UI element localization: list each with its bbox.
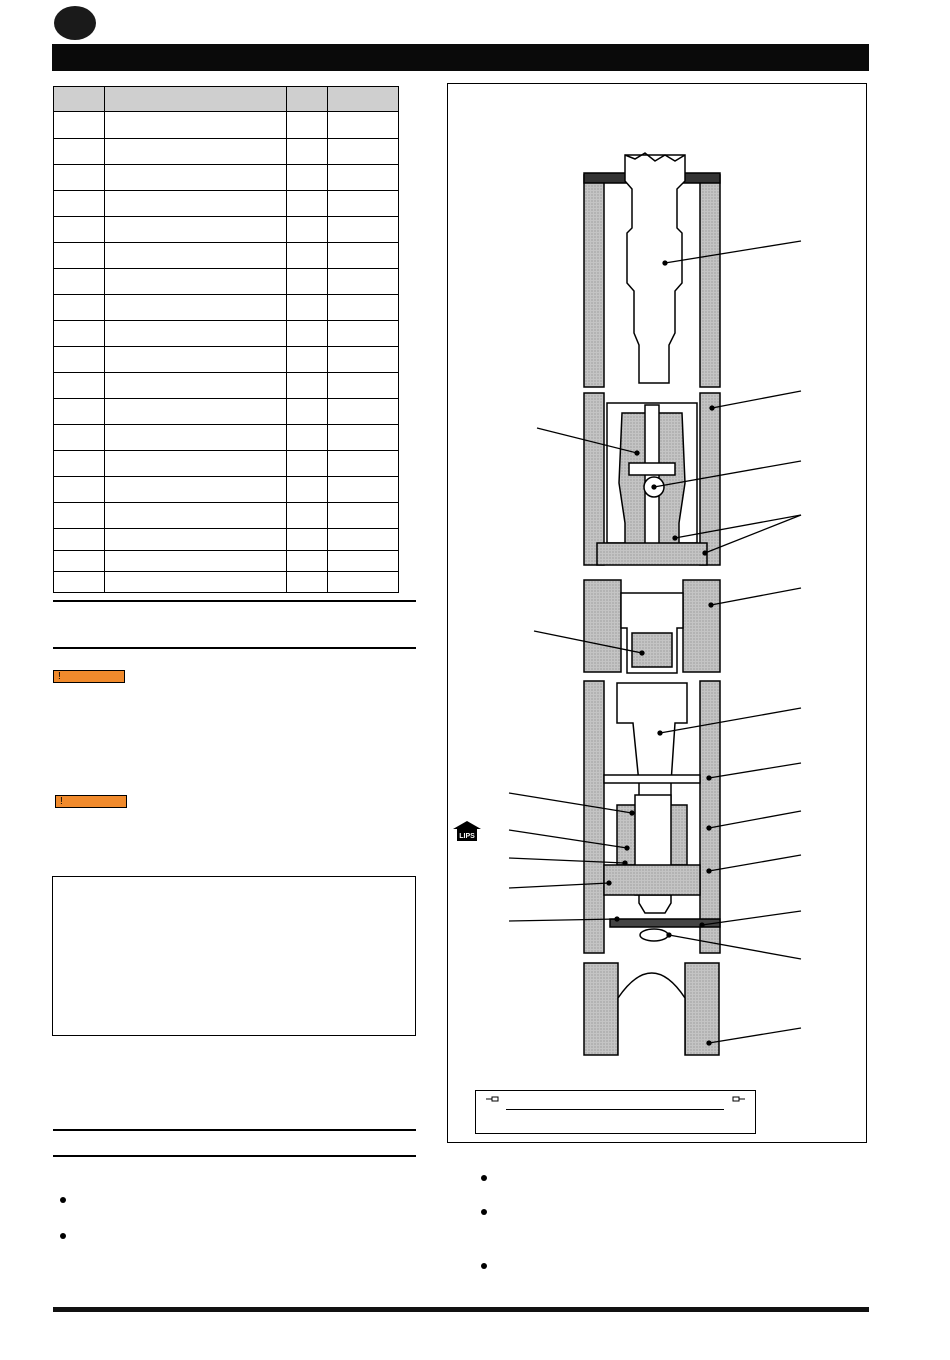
- leader-line: [509, 793, 632, 813]
- table-cell: [54, 451, 105, 477]
- pump-cross-section-diagram: [447, 83, 867, 1143]
- leader-line: [709, 811, 801, 828]
- table-cell: [105, 572, 287, 593]
- table-cell: [54, 191, 105, 217]
- leader-line: [665, 241, 801, 263]
- warning-icon: !: [58, 671, 61, 682]
- table-row: [54, 425, 399, 451]
- barrel-wall-left: [584, 393, 604, 565]
- table-cell: [105, 139, 287, 165]
- valve-teeth: [629, 463, 675, 475]
- table-cell: [328, 551, 399, 572]
- table-cell: [328, 477, 399, 503]
- table-cell: [328, 191, 399, 217]
- table-cell: [54, 503, 105, 529]
- table-cell: [287, 503, 328, 529]
- table-cell: [54, 399, 105, 425]
- cylinder-wall-left: [584, 175, 604, 387]
- table-row: [54, 295, 399, 321]
- table-cell: [105, 451, 287, 477]
- table-cell: [328, 347, 399, 373]
- table-cell: [287, 165, 328, 191]
- table-cell: [328, 399, 399, 425]
- coupling-wall-right: [683, 580, 720, 672]
- lips-icon-label: LIPS: [459, 833, 475, 840]
- table-cell: [328, 243, 399, 269]
- table-cell: [328, 425, 399, 451]
- base-opening: [618, 973, 685, 1055]
- table-cell: [287, 139, 328, 165]
- table-cell: [105, 551, 287, 572]
- table-cell: [54, 243, 105, 269]
- section-badge: [54, 6, 96, 40]
- table-row: [54, 165, 399, 191]
- table-cell: [287, 477, 328, 503]
- bullet-point: [60, 1233, 66, 1239]
- table-cell: [54, 572, 105, 593]
- parts-table: [53, 86, 399, 593]
- bullet-point: [481, 1175, 487, 1181]
- table-cell: [54, 373, 105, 399]
- table-cell: [105, 529, 287, 551]
- table-header-cell: [328, 87, 399, 112]
- table-cell: [287, 551, 328, 572]
- table-row: [54, 572, 399, 593]
- table-cell: [105, 321, 287, 347]
- table-cell: [287, 217, 328, 243]
- table-cell: [54, 477, 105, 503]
- table-header-cell: [54, 87, 105, 112]
- warning-label: [55, 795, 127, 808]
- table-cell: [54, 295, 105, 321]
- table-cell: [328, 572, 399, 593]
- seal-ring: [604, 775, 700, 783]
- table-cell: [328, 321, 399, 347]
- table-cell: [287, 112, 328, 139]
- table-cell: [328, 165, 399, 191]
- table-cell: [105, 503, 287, 529]
- leader-line: [712, 391, 801, 408]
- table-cell: [328, 139, 399, 165]
- lower-wall-left: [584, 681, 604, 953]
- table-cell: [328, 269, 399, 295]
- table-row: [54, 399, 399, 425]
- bullet-point: [481, 1263, 487, 1269]
- table-cell: [105, 295, 287, 321]
- leader-line: [509, 858, 625, 863]
- table-cell: [54, 425, 105, 451]
- table-cell: [287, 572, 328, 593]
- table-cell: [54, 269, 105, 295]
- foot-valve: [640, 929, 668, 941]
- leader-line: [709, 763, 801, 778]
- table-row: [54, 243, 399, 269]
- table-row: [54, 347, 399, 373]
- table-cell: [287, 191, 328, 217]
- table-cell: [105, 112, 287, 139]
- table-cell: [287, 529, 328, 551]
- lower-wall-right: [700, 681, 720, 953]
- table-cell: [54, 347, 105, 373]
- table-cell: [105, 269, 287, 295]
- table-row: [54, 477, 399, 503]
- section-rule: [53, 1155, 416, 1157]
- table-cell: [287, 399, 328, 425]
- coupling-ring: [597, 543, 707, 565]
- table-header-row: [54, 87, 399, 112]
- section-rule: [53, 600, 416, 602]
- table-row: [54, 217, 399, 243]
- warning-label: [53, 670, 125, 683]
- leader-line: [709, 855, 801, 871]
- leader-line: [669, 935, 801, 959]
- table-cell: [287, 451, 328, 477]
- table-cell: [54, 529, 105, 551]
- footer-bar: [53, 1307, 869, 1312]
- table-row: [54, 321, 399, 347]
- table-row: [54, 191, 399, 217]
- hand-pointer-icon: [484, 1093, 500, 1105]
- table-cell: [287, 347, 328, 373]
- table-cell: [328, 295, 399, 321]
- table-cell: [105, 243, 287, 269]
- table-cell: [105, 399, 287, 425]
- section-rule: [53, 1129, 416, 1131]
- table-cell: [54, 165, 105, 191]
- threaded-plug: [632, 633, 672, 667]
- base-wall-left: [584, 963, 618, 1055]
- table-cell: [54, 217, 105, 243]
- table-cell: [54, 139, 105, 165]
- hand-pointer-icon: [731, 1093, 747, 1105]
- section-rule: [53, 647, 416, 649]
- table-row: [54, 112, 399, 139]
- table-cell: [105, 347, 287, 373]
- table-cell: [328, 529, 399, 551]
- table-header-cell: [287, 87, 328, 112]
- table-row: [54, 503, 399, 529]
- table-cell: [105, 217, 287, 243]
- table-cell: [54, 112, 105, 139]
- note-box: [52, 876, 416, 1036]
- bullet-point: [481, 1209, 487, 1215]
- table-cell: [287, 295, 328, 321]
- table-cell: [105, 425, 287, 451]
- table-cell: [328, 503, 399, 529]
- table-cell: [328, 112, 399, 139]
- table-cell: [287, 373, 328, 399]
- table-cell: [328, 451, 399, 477]
- header-bar: [52, 44, 869, 71]
- table-cell: [105, 477, 287, 503]
- cylinder-wall-right: [700, 175, 720, 387]
- tip-box: [475, 1090, 756, 1134]
- table-cell: [54, 551, 105, 572]
- table-row: [54, 551, 399, 572]
- table-row: [54, 139, 399, 165]
- leader-line: [509, 830, 627, 848]
- table-cell: [105, 373, 287, 399]
- table-cell: [105, 191, 287, 217]
- tip-divider: [506, 1109, 724, 1110]
- table-cell: [328, 217, 399, 243]
- table-row: [54, 373, 399, 399]
- lips-icon: [452, 820, 482, 842]
- leader-line: [711, 588, 801, 605]
- table-cell: [287, 243, 328, 269]
- table-cell: [287, 321, 328, 347]
- base-wall-right: [685, 963, 719, 1055]
- plunger-rod: [625, 155, 685, 383]
- leader-line: [709, 1028, 801, 1043]
- warning-icon: !: [60, 796, 63, 807]
- table-cell: [287, 425, 328, 451]
- table-cell: [105, 165, 287, 191]
- bullet-point: [60, 1197, 66, 1203]
- piston-guide: [604, 865, 700, 895]
- table-row: [54, 451, 399, 477]
- table-header-cell: [105, 87, 287, 112]
- table-cell: [328, 373, 399, 399]
- barrel-wall-right: [700, 393, 720, 565]
- table-row: [54, 529, 399, 551]
- table-row: [54, 269, 399, 295]
- coupling-wall-left: [584, 580, 621, 672]
- table-cell: [287, 269, 328, 295]
- table-cell: [54, 321, 105, 347]
